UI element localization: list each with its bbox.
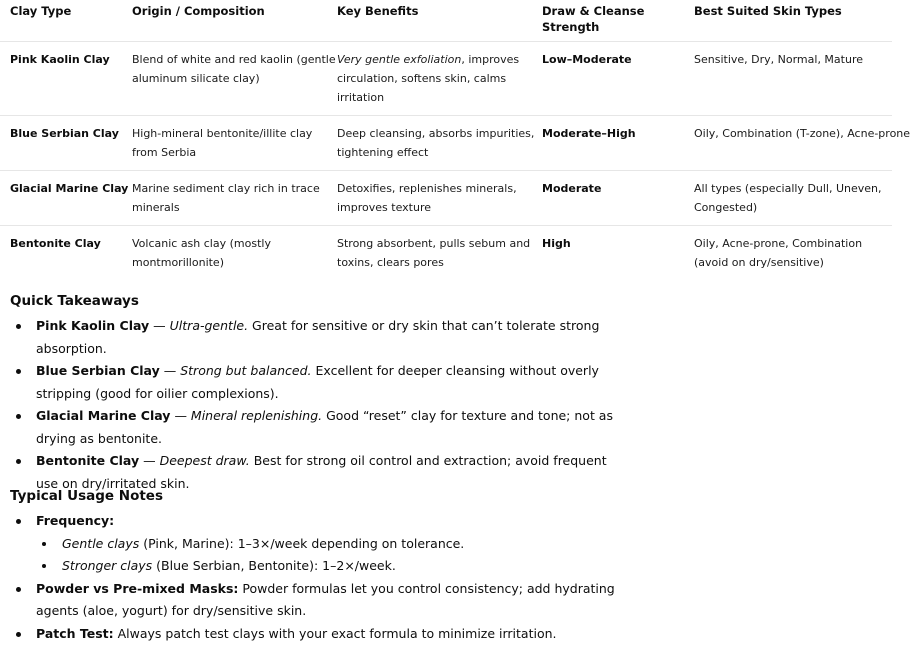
patch-test-text: Always patch test clays with your exact formula to minimize irritation.	[113, 625, 557, 641]
cell-clay-type: Blue Serbian Clay	[10, 127, 119, 140]
section-heading: Quick Takeaways	[10, 293, 139, 309]
cell-benefits: Strong absorbent, pulls sebum and toxins, clears pores	[337, 237, 531, 269]
skin-types-text: Oily, Acne-prone, Combination (avoid on dry/sensitive)	[694, 237, 863, 269]
takeaways-list	[10, 315, 630, 495]
column-header-origin: Origin / Composition	[132, 4, 265, 18]
quick-takeaways-section	[10, 291, 630, 495]
table-row	[0, 226, 892, 280]
cell-clay-type: Glacial Marine Clay	[10, 182, 129, 195]
benefit-emphasis: Very gentle exfoliation	[337, 53, 462, 66]
cell-skin-types	[694, 171, 892, 225]
item-tag: Deepest draw.	[159, 453, 250, 468]
cell-skin-types: Sensitive, Dry, Normal, Mature	[694, 53, 864, 66]
item-tag: Strong but balanced.	[180, 363, 312, 378]
item-name: Glacial Marine Clay	[36, 408, 171, 423]
sub-list-item	[10, 555, 630, 578]
section-heading: Typical Usage Notes	[10, 488, 163, 504]
table-row	[0, 42, 892, 116]
item-text: Great for sensitive or dry skin that can’t tolerate strong absorption.	[36, 318, 600, 356]
cell-benefits: Detoxifies, replenishes minerals, improves texture	[337, 182, 517, 214]
clay-comparison-table	[0, 0, 911, 280]
cell-origin: Marine sediment clay rich in trace minerals	[132, 182, 320, 214]
column-header-clay-type: Clay Type	[10, 4, 72, 18]
column-header-strength: Draw & Cleanse Strength	[542, 4, 645, 34]
item-text: Excellent for deeper cleansing without overly stripping (good for oilier complexions).	[36, 363, 599, 401]
cell-benefits: Deep cleansing, absorbs impurities, tightening effect	[337, 127, 535, 159]
cell-clay-type: Bentonite Clay	[10, 237, 101, 250]
stronger-clays-label: Stronger clays	[62, 558, 153, 573]
item-name: Pink Kaolin Clay	[36, 318, 150, 333]
stronger-clays-text: (Blue Serbian, Bentonite): 1–2×/week.	[152, 558, 396, 573]
item-tag: Ultra-gentle.	[169, 318, 249, 333]
list-item	[10, 315, 630, 360]
list-item-patch-test	[10, 623, 630, 646]
cell-origin: Blend of white and red kaolin (gentle aluminum silicate clay)	[132, 53, 336, 85]
patch-test-label: Patch Test:	[36, 625, 114, 641]
item-text: Best for strong oil control and extraction; avoid frequent use on dry/irritated skin.	[36, 453, 607, 491]
cell-strength: Low–Moderate	[542, 53, 632, 66]
table-header-row	[0, 0, 892, 42]
item-dash: —	[139, 453, 160, 468]
item-dash: —	[159, 363, 181, 378]
item-name: Blue Serbian Clay	[36, 363, 160, 378]
frequency-label: Frequency:	[36, 513, 115, 528]
item-dash: —	[170, 408, 191, 423]
list-item	[10, 360, 630, 405]
cell-skin-types: Oily, Combination (T-zone), Acne-prone	[694, 127, 911, 140]
list-item-powder	[10, 578, 630, 623]
item-name: Bentonite Clay	[36, 453, 140, 468]
cell-benefits	[337, 42, 542, 115]
column-header-benefits: Key Benefits	[337, 4, 419, 18]
list-item-frequency	[10, 510, 630, 533]
gentle-clays-text: (Pink, Marine): 1–3×/week depending on tolerance.	[139, 535, 465, 551]
cell-origin: Volcanic ash clay (mostly montmorillonite)	[132, 237, 271, 269]
table-row	[0, 171, 892, 226]
skin-types-text: All types (especially Dull, Uneven, Congested)	[694, 182, 882, 214]
cell-strength: Moderate–High	[542, 127, 636, 140]
item-tag: Mineral replenishing.	[190, 408, 323, 423]
cell-skin-types	[694, 226, 892, 280]
powder-label: Powder vs Pre-mixed Masks:	[36, 580, 239, 596]
benefit-text: , improves circulation, softens skin, calms irritation	[337, 53, 520, 104]
usage-notes-section	[10, 486, 630, 645]
table-row	[0, 116, 911, 171]
item-text: Good “reset” clay for texture and tone; not as drying as bentonite.	[36, 408, 613, 446]
cell-origin: High-mineral bentonite/illite clay from Serbia	[132, 127, 313, 159]
cell-clay-type: Pink Kaolin Clay	[10, 53, 110, 66]
cell-strength: High	[542, 237, 571, 250]
powder-text: Powder formulas let you control consistency; add hydrating agents (aloe, yogurt) for dry/sensitive skin.	[36, 580, 615, 618]
item-dash: —	[149, 318, 170, 333]
column-header-skin-types: Best Suited Skin Types	[694, 4, 842, 18]
gentle-clays-label: Gentle clays	[62, 535, 140, 551]
sub-list-item	[10, 533, 630, 556]
list-item	[10, 405, 630, 450]
cell-strength: Moderate	[542, 182, 602, 195]
usage-list	[10, 510, 630, 645]
